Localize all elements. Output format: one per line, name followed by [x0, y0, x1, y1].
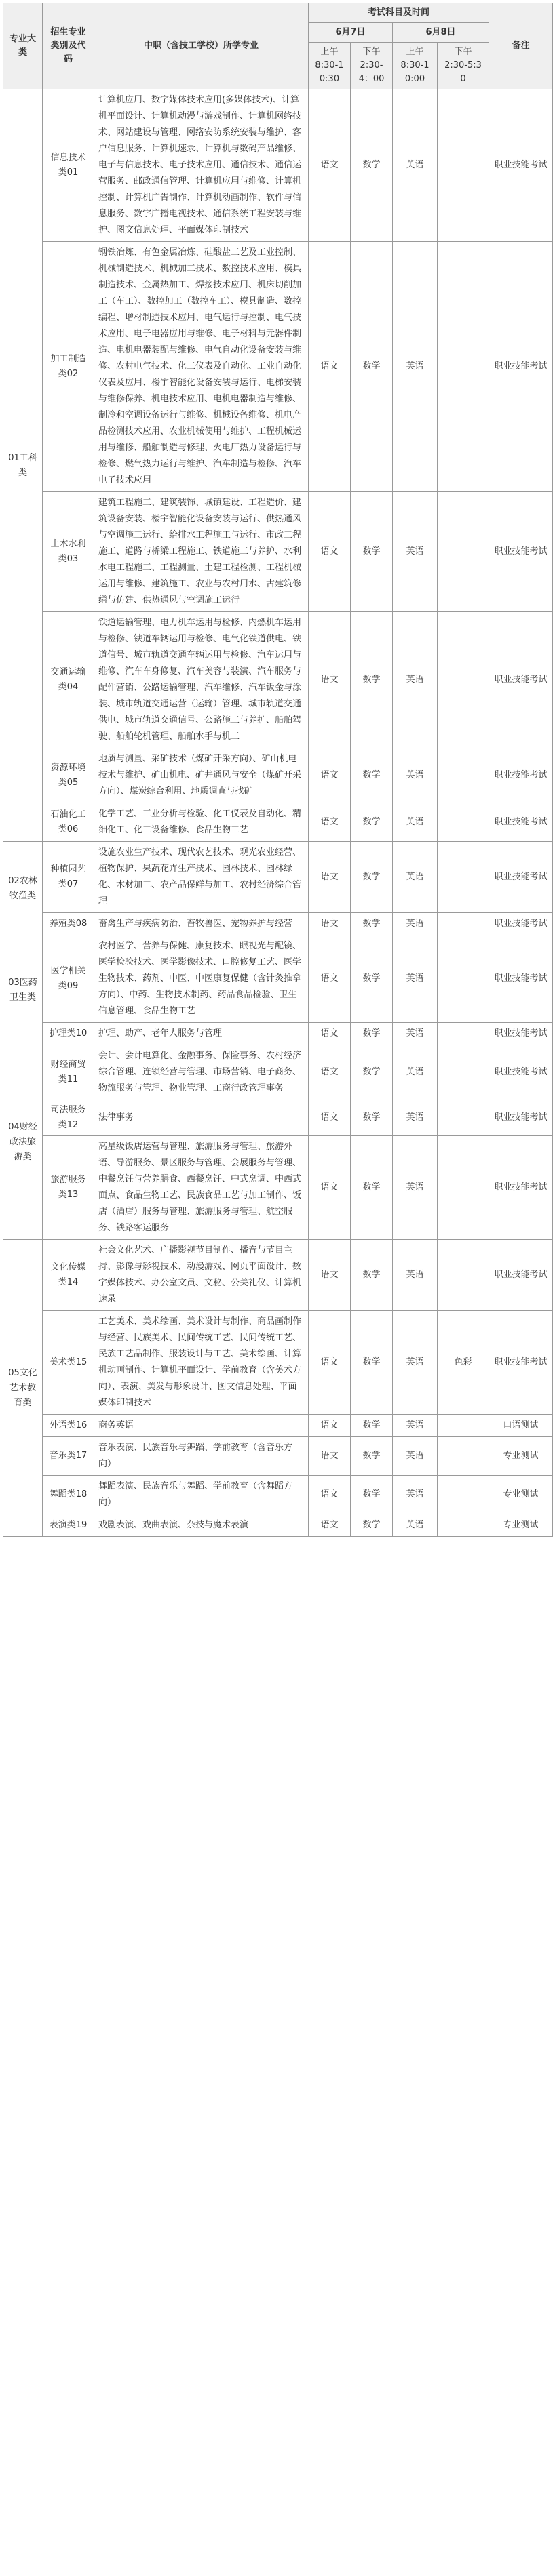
subject-english: 英语: [393, 1514, 438, 1537]
subject-extra: [438, 935, 489, 1023]
subject-math: 数学: [351, 842, 393, 913]
header-slot1-label: 上午: [320, 47, 339, 57]
majors-cell: 法律事务: [94, 1100, 309, 1136]
table-body: [3, 89, 553, 1537]
subject-chinese: 语文: [309, 1136, 351, 1240]
majors-cell: 地质与测量、采矿技术（煤矿开采方向）、矿山机电技术与维护、矿山机电、矿井通风与安全（煤矿开采方向）、煤炭综合利用、地质调查与找矿: [94, 748, 309, 803]
subject-chinese: 语文: [309, 1240, 351, 1311]
subject-english: 英语: [393, 242, 438, 492]
header-majors: 中职（含技工学校）所学专业: [94, 3, 309, 89]
code-cell: 财经商贸类11: [43, 1045, 94, 1100]
subject-extra: [438, 1476, 489, 1514]
subject-extra: [438, 242, 489, 492]
note-cell: 专业测试: [489, 1437, 553, 1476]
subject-extra: [438, 913, 489, 935]
subject-english: 英语: [393, 913, 438, 935]
subject-extra: [438, 842, 489, 913]
note-cell: 职业技能考试: [489, 492, 553, 612]
code-cell: 石油化工类06: [43, 803, 94, 842]
table-row: [3, 842, 553, 913]
subject-chinese: 语文: [309, 1100, 351, 1136]
subject-chinese: 语文: [309, 1437, 351, 1476]
subject-chinese: 语文: [309, 1045, 351, 1100]
code-cell: 表演类19: [43, 1514, 94, 1537]
subject-english: 英语: [393, 1023, 438, 1045]
subject-chinese: 语文: [309, 492, 351, 612]
note-cell: 职业技能考试: [489, 748, 553, 803]
subject-english: 英语: [393, 1311, 438, 1415]
subject-extra: [438, 1437, 489, 1476]
subject-math: 数学: [351, 492, 393, 612]
note-cell: 职业技能考试: [489, 1023, 553, 1045]
subject-chinese: 语文: [309, 242, 351, 492]
table-row: [3, 1136, 553, 1240]
note-cell: 职业技能考试: [489, 935, 553, 1023]
subject-chinese: 语文: [309, 935, 351, 1023]
table-row: [3, 1023, 553, 1045]
table-row: [3, 1437, 553, 1476]
header-slot3-label: 上午: [406, 47, 424, 57]
subject-extra: [438, 1045, 489, 1100]
majors-cell: 农村医学、营养与保健、康复技术、眼视光与配镜、医学检验技术、医学影像技术、口腔修复工艺、医学生物技术、药剂、中医、中医康复保健（含针灸推拿方向）、中药、生物技术制药、药品食品检验、卫生信息管理、食品生物工艺: [94, 935, 309, 1023]
subject-english: 英语: [393, 1240, 438, 1311]
note-cell: 职业技能考试: [489, 242, 553, 492]
subject-extra: [438, 1514, 489, 1537]
table-row: [3, 612, 553, 748]
majors-cell: 建筑工程施工、建筑装饰、城镇建设、工程造价、建筑设备安装、楼宇智能化设备安装与运行、供热通风与空调施工运行、给排水工程施工与运行、市政工程施工、道路与桥梁工程施工、铁道施工与养护、水利水电工程施工、工程测量、土建工程检测、工程机械运用与维修、建筑施工、农业与农村用水、古建筑修缮与仿建、供热通风与空调施工运行: [94, 492, 309, 612]
majors-cell: 商务英语: [94, 1415, 309, 1437]
majors-cell: 舞蹈表演、民族音乐与舞蹈、学前教育（含舞蹈方向）: [94, 1476, 309, 1514]
majors-cell: 工艺美术、美术绘画、美术设计与制作、商品画制作与经营、民族美术、民间传统工艺、民间传统工艺、民族工艺品制作、服装设计与工艺、美术绘画、计算机动画制作、计算机平面设计、学前教育（含美术方向）、表演、美发与形象设计、图文信息处理、平面媒体印制技术: [94, 1311, 309, 1415]
header-slot1-time: 8:30-10:30: [315, 60, 344, 84]
majors-cell: 化学工艺、工业分析与检验、化工仪表及自动化、精细化工、化工设备维修、食品生物工艺: [94, 803, 309, 842]
note-cell: 专业测试: [489, 1476, 553, 1514]
subject-math: 数学: [351, 612, 393, 748]
subject-english: 英语: [393, 89, 438, 242]
note-cell: 职业技能考试: [489, 913, 553, 935]
majors-cell: 计算机应用、数字媒体技术应用(多媒体技术)、计算机平面设计、计算机动漫与游戏制作、计算机网络技术、网站建设与管理、网络安防系统安装与维护、客户信息服务、计算机速录、计算机与数码产品维修、电子与信息技术、电子技术应用、通信技术、通信运营服务、邮政通信管理、计算机应用与维修、计算机控制、计算机广告制作、计算机动画制作、软件与信息服务、数字广播电视技术、通信系统工程安装与维护、图文信息处理、平面媒体印制技术: [94, 89, 309, 242]
subject-math: 数学: [351, 242, 393, 492]
note-cell: 职业技能考试: [489, 1240, 553, 1311]
majors-cell: 钢铁冶炼、有色金属冶炼、硅酸盐工艺及工业控制、机械制造技术、机械加工技术、数控技术应用、模具制造技术、金属热加工、焊接技术应用、机床切削加工（车工）、数控加工（数控车工）、模具制造、数控编程、增材制造技术应用、电气运行与控制、电气技术应用、电子电器应用与维修、电子材料与元器件制造、电机电器装配与维修、电气自动化设备安装与维修、农村电气技术、化工仪表及自动化、工业自动化仪表及应用、楼宇智能化设备安装与运行、电梯安装与维修保养、机电技术应用、电机电器制造与维修、制冷和空调设备运行与维修、机械设备维修、机电产品检测技术应用、农业机械使用与维护、工程机械运用与维修、船舶制造与修理、火电厂热力设备运行与检修、燃气热力运行与维护、汽车制造与检修、汽车电子技术应用: [94, 242, 309, 492]
table-row: [3, 1100, 553, 1136]
code-cell: 加工制造类02: [43, 242, 94, 492]
subject-extra: [438, 803, 489, 842]
subject-math: 数学: [351, 89, 393, 242]
header-note: 备注: [489, 3, 553, 89]
majors-cell: 高星级饭店运营与管理、旅游服务与管理、旅游外语、导游服务、景区服务与管理、会展服务与管理、中餐烹饪与营养膳食、西餐烹饪、中式烹调、中西式面点、食品生物工艺、民族食品工艺与加工制作、饭店（酒店）服务与管理、旅游服务与管理、航空服务、铁路客运服务: [94, 1136, 309, 1240]
subject-math: 数学: [351, 1100, 393, 1136]
subject-extra: [438, 1136, 489, 1240]
category-cell: 01工科类: [3, 89, 43, 842]
category-cell: 04财经政法旅游类: [3, 1045, 43, 1240]
subject-chinese: 语文: [309, 89, 351, 242]
table-row: [3, 1514, 553, 1537]
code-cell: 信息技术类01: [43, 89, 94, 242]
code-cell: 资源环境类05: [43, 748, 94, 803]
subject-extra: [438, 1100, 489, 1136]
majors-cell: 设施农业生产技术、现代农艺技术、观光农业经营、植物保护、果蔬花卉生产技术、园林技术、园林绿化、木材加工、农产品保鲜与加工、农村经济综合管理: [94, 842, 309, 913]
note-cell: 职业技能考试: [489, 842, 553, 913]
code-cell: 文化传媒类14: [43, 1240, 94, 1311]
subject-english: 英语: [393, 1476, 438, 1514]
table-row: [3, 935, 553, 1023]
subject-english: 英语: [393, 748, 438, 803]
table-row: [3, 1240, 553, 1311]
note-cell: 职业技能考试: [489, 612, 553, 748]
subject-extra: [438, 612, 489, 748]
subject-math: 数学: [351, 1476, 393, 1514]
subject-english: 英语: [393, 842, 438, 913]
subject-english: 英语: [393, 1045, 438, 1100]
document: [3, 3, 552, 1537]
subject-chinese: 语文: [309, 1476, 351, 1514]
code-cell: 医学相关类09: [43, 935, 94, 1023]
header-day2: 6月8日: [393, 23, 489, 43]
subject-chinese: 语文: [309, 1023, 351, 1045]
subject-math: 数学: [351, 748, 393, 803]
header-slot3-time: 8:30-10:00: [400, 60, 429, 84]
majors-cell: 护理、助产、老年人服务与管理: [94, 1023, 309, 1045]
subject-math: 数学: [351, 935, 393, 1023]
code-cell: 土木水利类03: [43, 492, 94, 612]
table-row: [3, 748, 553, 803]
table-row: [3, 492, 553, 612]
header-day1: 6月7日: [309, 23, 393, 43]
note-cell: 职业技能考试: [489, 89, 553, 242]
table-header: [3, 3, 553, 89]
note-cell: 口语测试: [489, 1415, 553, 1437]
subject-math: 数学: [351, 803, 393, 842]
subject-math: 数学: [351, 913, 393, 935]
majors-cell: 社会文化艺术、广播影视节目制作、播音与节目主持、影像与影视技术、动漫游戏、网页平面设计、数字媒体技术、办公室文员、文秘、公关礼仪、计算机速录: [94, 1240, 309, 1311]
majors-cell: 戏剧表演、戏曲表演、杂技与魔术表演: [94, 1514, 309, 1537]
category-cell: 02农林牧渔类: [3, 842, 43, 935]
subject-math: 数学: [351, 1437, 393, 1476]
subject-math: 数学: [351, 1136, 393, 1240]
table-row: [3, 1415, 553, 1437]
code-cell: 司法服务类12: [43, 1100, 94, 1136]
subject-extra: [438, 492, 489, 612]
subject-math: 数学: [351, 1023, 393, 1045]
subject-english: 英语: [393, 492, 438, 612]
note-cell: 职业技能考试: [489, 1136, 553, 1240]
header-slot2: [351, 43, 393, 89]
table-row: [3, 242, 553, 492]
header-slot2-time: 2:30-4：00: [358, 60, 385, 84]
table-row: [3, 1311, 553, 1415]
code-cell: 美术类15: [43, 1311, 94, 1415]
subject-english: 英语: [393, 1415, 438, 1437]
subject-extra: [438, 1415, 489, 1437]
note-cell: 职业技能考试: [489, 1045, 553, 1100]
note-cell: 职业技能考试: [489, 803, 553, 842]
subject-math: 数学: [351, 1045, 393, 1100]
note-cell: 职业技能考试: [489, 1311, 553, 1415]
subject-math: 数学: [351, 1311, 393, 1415]
table-row: [3, 89, 553, 242]
majors-cell: 畜禽生产与疾病防治、畜牧兽医、宠物养护与经营: [94, 913, 309, 935]
code-cell: 种植园艺类07: [43, 842, 94, 913]
category-cell: 03医药卫生类: [3, 935, 43, 1045]
subject-english: 英语: [393, 612, 438, 748]
subject-english: 英语: [393, 1437, 438, 1476]
table-row: [3, 1045, 553, 1100]
subject-extra: [438, 748, 489, 803]
subject-chinese: 语文: [309, 748, 351, 803]
subject-extra: [438, 89, 489, 242]
table-row: [3, 803, 553, 842]
code-cell: 护理类10: [43, 1023, 94, 1045]
note-cell: 专业测试: [489, 1514, 553, 1537]
subject-english: 英语: [393, 1100, 438, 1136]
header-slot3: [393, 43, 438, 89]
table-row: [3, 913, 553, 935]
subject-chinese: 语文: [309, 803, 351, 842]
header-slot1: [309, 43, 351, 89]
majors-cell: 铁道运输管理、电力机车运用与检修、内燃机车运用与检修、铁道车辆运用与检修、电气化铁道供电、铁道信号、城市轨道交通车辆运用与检修、汽车运用与维修、汽车车身修复、汽车美容与装潢、汽车服务与配件营销、公路运输管理、汽车维修、汽车钣金与涂装、城市轨道交通运营（运输）管理、城市轨道交通供电、城市轨道交通信号、公路施工与养护、船舶驾驶、船舶轮机管理、船舶水手与机工: [94, 612, 309, 748]
code-cell: 旅游服务类13: [43, 1136, 94, 1240]
code-cell: 交通运输类04: [43, 612, 94, 748]
header-slot4-time: 2:30-5:30: [444, 60, 482, 84]
note-cell: 职业技能考试: [489, 1100, 553, 1136]
subject-chinese: 语文: [309, 1415, 351, 1437]
subject-chinese: 语文: [309, 913, 351, 935]
header-code: 招生专业类别及代码: [43, 3, 94, 89]
header-slot2-label: 下午: [362, 47, 381, 57]
majors-cell: 会计、会计电算化、金融事务、保险事务、农村经济综合管理、连锁经营与管理、市场营销、电子商务、物流服务与管理、物业管理、工商行政管理事务: [94, 1045, 309, 1100]
header-slot4: [438, 43, 489, 89]
subject-math: 数学: [351, 1240, 393, 1311]
subject-english: 英语: [393, 1136, 438, 1240]
subject-chinese: 语文: [309, 842, 351, 913]
code-cell: 舞蹈类18: [43, 1476, 94, 1514]
subject-math: 数学: [351, 1415, 393, 1437]
majors-cell: 音乐表演、民族音乐与舞蹈、学前教育（含音乐方向）: [94, 1437, 309, 1476]
table-row: [3, 1476, 553, 1514]
subject-english: 英语: [393, 935, 438, 1023]
header-slot4-label: 下午: [454, 47, 472, 57]
code-cell: 外语类16: [43, 1415, 94, 1437]
subject-extra: 色彩: [438, 1311, 489, 1415]
code-cell: 养殖类08: [43, 913, 94, 935]
subject-english: 英语: [393, 803, 438, 842]
category-cell: 05文化艺术教育类: [3, 1240, 43, 1537]
subject-chinese: 语文: [309, 612, 351, 748]
header-category: 专业大类: [3, 3, 43, 89]
code-cell: 音乐类17: [43, 1437, 94, 1476]
subject-math: 数学: [351, 1514, 393, 1537]
exam-schedule-table: [3, 3, 553, 1537]
header-exam-title: 考试科目及时间: [309, 3, 489, 23]
subject-chinese: 语文: [309, 1311, 351, 1415]
subject-extra: [438, 1023, 489, 1045]
subject-extra: [438, 1240, 489, 1311]
subject-chinese: 语文: [309, 1514, 351, 1537]
